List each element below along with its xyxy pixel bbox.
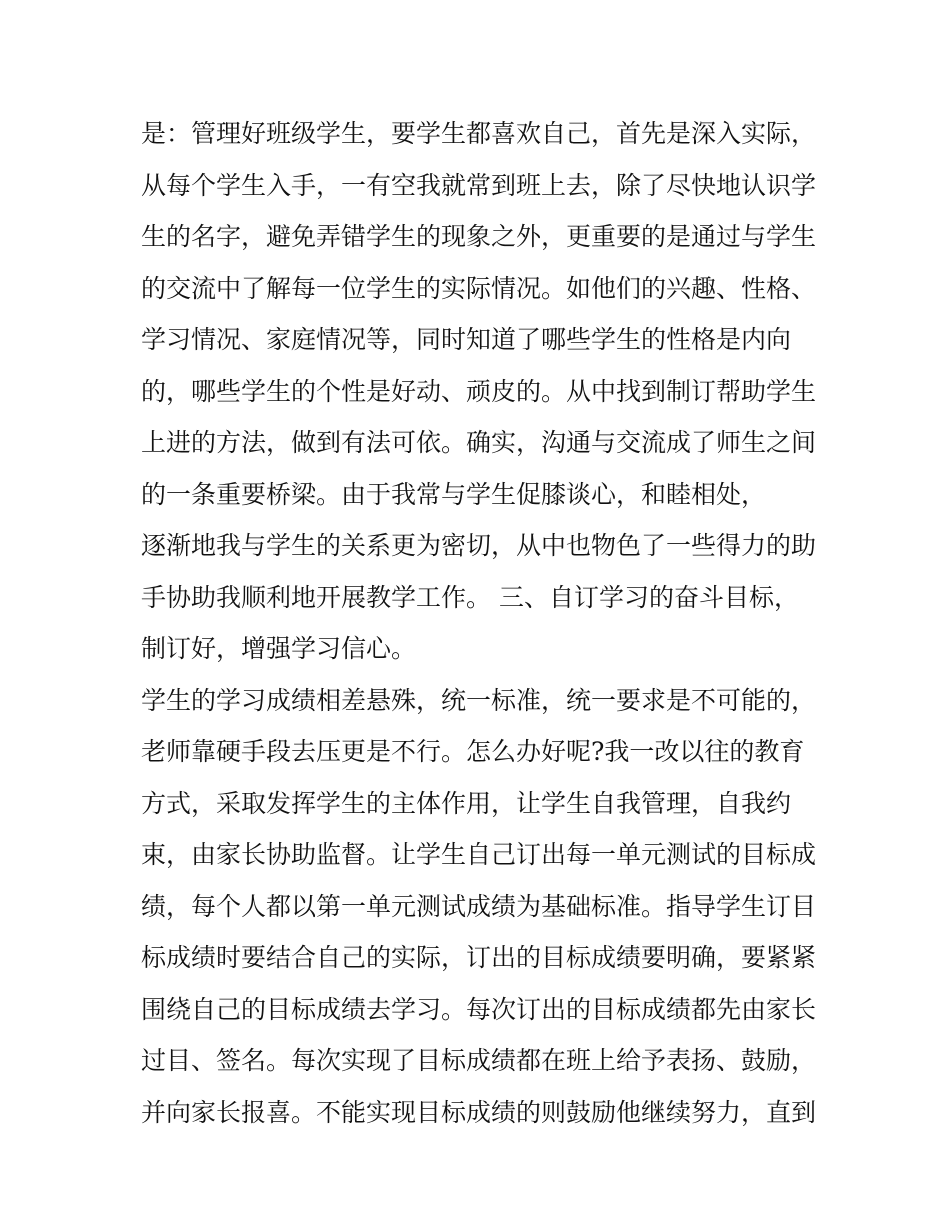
text-line: 制订好，增强学习信心。: [141, 634, 417, 663]
text-line: 上进的方法，做到有法可依。确实，沟通与交流成了师生之间: [141, 428, 817, 457]
text-line: 的一条重要桥梁。由于我常与学生促膝谈心，和睦相处，: [141, 479, 767, 509]
text-line: 老师靠硬手段去压更是不行。怎么办好呢?我一改以往的教育: [141, 737, 805, 766]
text-line: 的交流中了解每一位学生的实际情况。如他们的兴趣、性格、: [141, 273, 817, 303]
text-line: 束，由家长协助监督。让学生自己订出每一单元测试的目标成: [141, 840, 817, 869]
text-line: 学生的学习成绩相差悬殊，统一标准，统一要求是不可能的，: [141, 685, 817, 715]
text-line: 标成绩时要结合自己的实际，订出的目标成绩要明确，要紧紧: [141, 943, 817, 972]
text-line: 围绕自己的目标成绩去学习。每次订出的目标成绩都先由家长: [141, 994, 817, 1024]
text-line: 手协助我顺利地开展教学工作。 三、自订学习的奋斗目标，: [141, 582, 799, 612]
text-line: 过目、签名。每次实现了目标成绩都在班上给予表扬、鼓励，: [141, 1046, 817, 1075]
text-line: 生的名字，避免弄错学生的现象之外，更重要的是通过与学生: [141, 222, 817, 251]
text-line: 方式，采取发挥学生的主体作用，让学生自我管理，自我约: [141, 788, 792, 818]
text-line: 绩，每个人都以第一单元测试成绩为基础标准。指导学生订目: [141, 891, 817, 921]
document-body: [141, 108, 821, 1138]
text-line: 的，哪些学生的个性是好动、顽皮的。从中找到制订帮助学生: [141, 376, 817, 406]
text-line: 从每个学生入手，一有空我就常到班上去，除了尽快地认识学: [141, 170, 817, 200]
text-line: 并向家长报喜。不能实现目标成绩的则鼓励他继续努力，直到: [141, 1097, 817, 1127]
text-line: 学习情况、家庭情况等，同时知道了哪些学生的性格是内向: [141, 325, 792, 354]
text-line: 逐渐地我与学生的关系更为密切，从中也物色了一些得力的助: [141, 531, 817, 560]
text-line: 是：管理好班级学生，要学生都喜欢自己，首先是深入实际，: [141, 119, 817, 148]
